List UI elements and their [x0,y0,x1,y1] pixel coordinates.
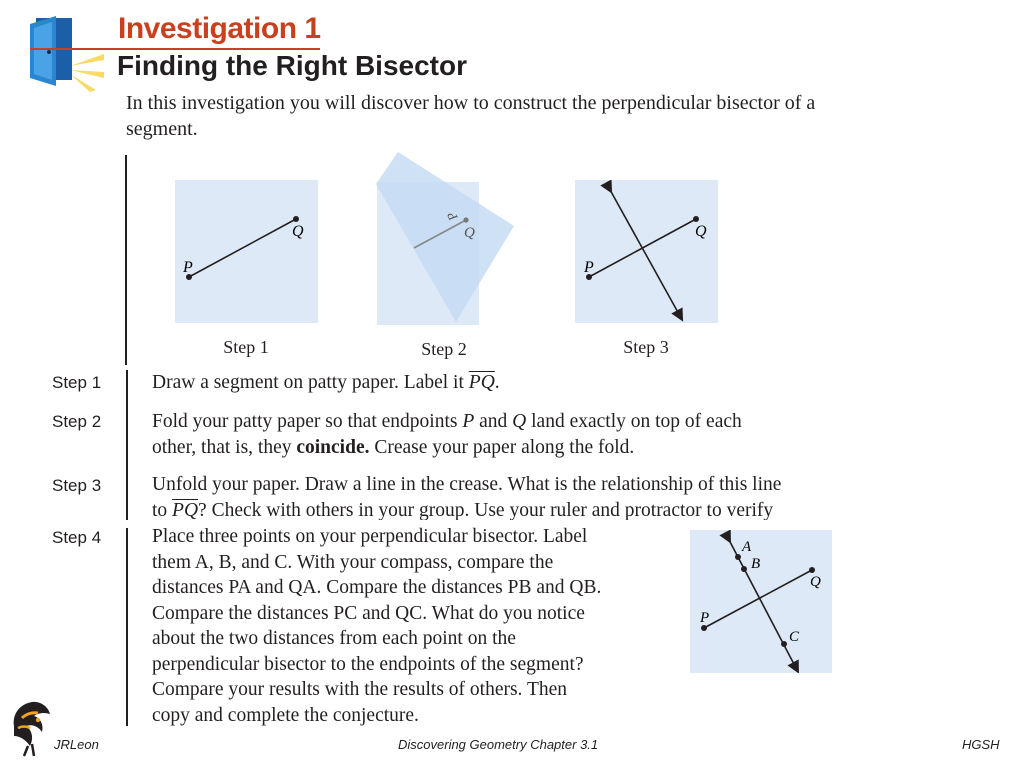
caption-step3: Step 3 [623,337,669,357]
investigation-label: Investigation 1 [118,12,321,45]
label-a: A [742,539,752,555]
label-q: Q [292,223,304,240]
footer-course: Discovering Geometry Chapter 3.1 [398,737,599,752]
patty-paper [575,180,718,323]
step3-label: Step 3 [52,476,102,495]
door-icon [26,14,106,94]
label-q: Q [695,223,707,240]
label-p-folded: P [443,209,461,224]
patty-paper [175,180,318,323]
point-a [735,554,741,560]
caption-step2: Step 2 [421,339,467,359]
step4-label: Step 4 [52,528,102,547]
point-c [781,641,787,647]
footer-author: JRLeon [54,737,99,752]
point-q [809,567,815,573]
footer-school: HGSH [962,737,1000,752]
figure-step3 [575,180,718,323]
margin-line-top [125,155,127,365]
figure-step2 [374,150,516,326]
step3-text: Unfold your paper. Draw a line in the crease. What is the relationship of this line to $\overline{PQ}$? Check with others in your group. Use your ruler and protractor to verify [152,474,782,520]
step2-label: Step 2 [52,412,102,431]
caption-step1: Step 1 [223,337,269,357]
point-b [741,566,747,572]
point-q [293,216,299,222]
label-q: Q [464,225,475,241]
label-c: C [789,629,800,645]
step1-label: Step 1 [52,373,102,392]
label-p: P [584,259,594,276]
segment-pq-overline: $\overline{PQ}$ [468,372,495,393]
label-b: B [751,556,761,572]
label-q: Q [810,574,821,590]
margin-line-steps [126,370,128,520]
keyword-coincide: coincide. [296,436,370,458]
tiger-mascot-icon [8,696,54,758]
label-p: P [700,610,710,626]
margin-line-step4 [126,528,128,726]
intro-text: In this investigation you will discover how to construct the perpendicular bisector of a segment. [126,92,816,140]
page-title: Finding the Right Bisector [117,50,467,81]
step4-text: Place three points on your perpendicular bisector. Label them A, B, and C. With your compass, compare the distances PA and QA. Compare the distances PB and QB. Compare the distances PC and QC. What do you notice about the two distances from each point on the perpendicular bisector to the endpoints of the segment? Compare your results with the results of others. Then copy and complete the conjecture. [152,526,602,726]
figure-step1 [175,180,318,323]
figure-step4 [690,530,832,673]
point-q [693,216,699,222]
segment-pq-overline: $\overline{PQ}$ [172,499,199,520]
step1-text: Draw a segment on patty paper. Label it $\overline{PQ}$. [152,372,500,393]
step2-text: Fold your patty paper so that endpoints P and Q land exactly on top of each other, that is, they coincide. Crease your paper along the fold. [152,411,742,458]
label-p: P [183,259,193,276]
point-q [463,217,468,222]
